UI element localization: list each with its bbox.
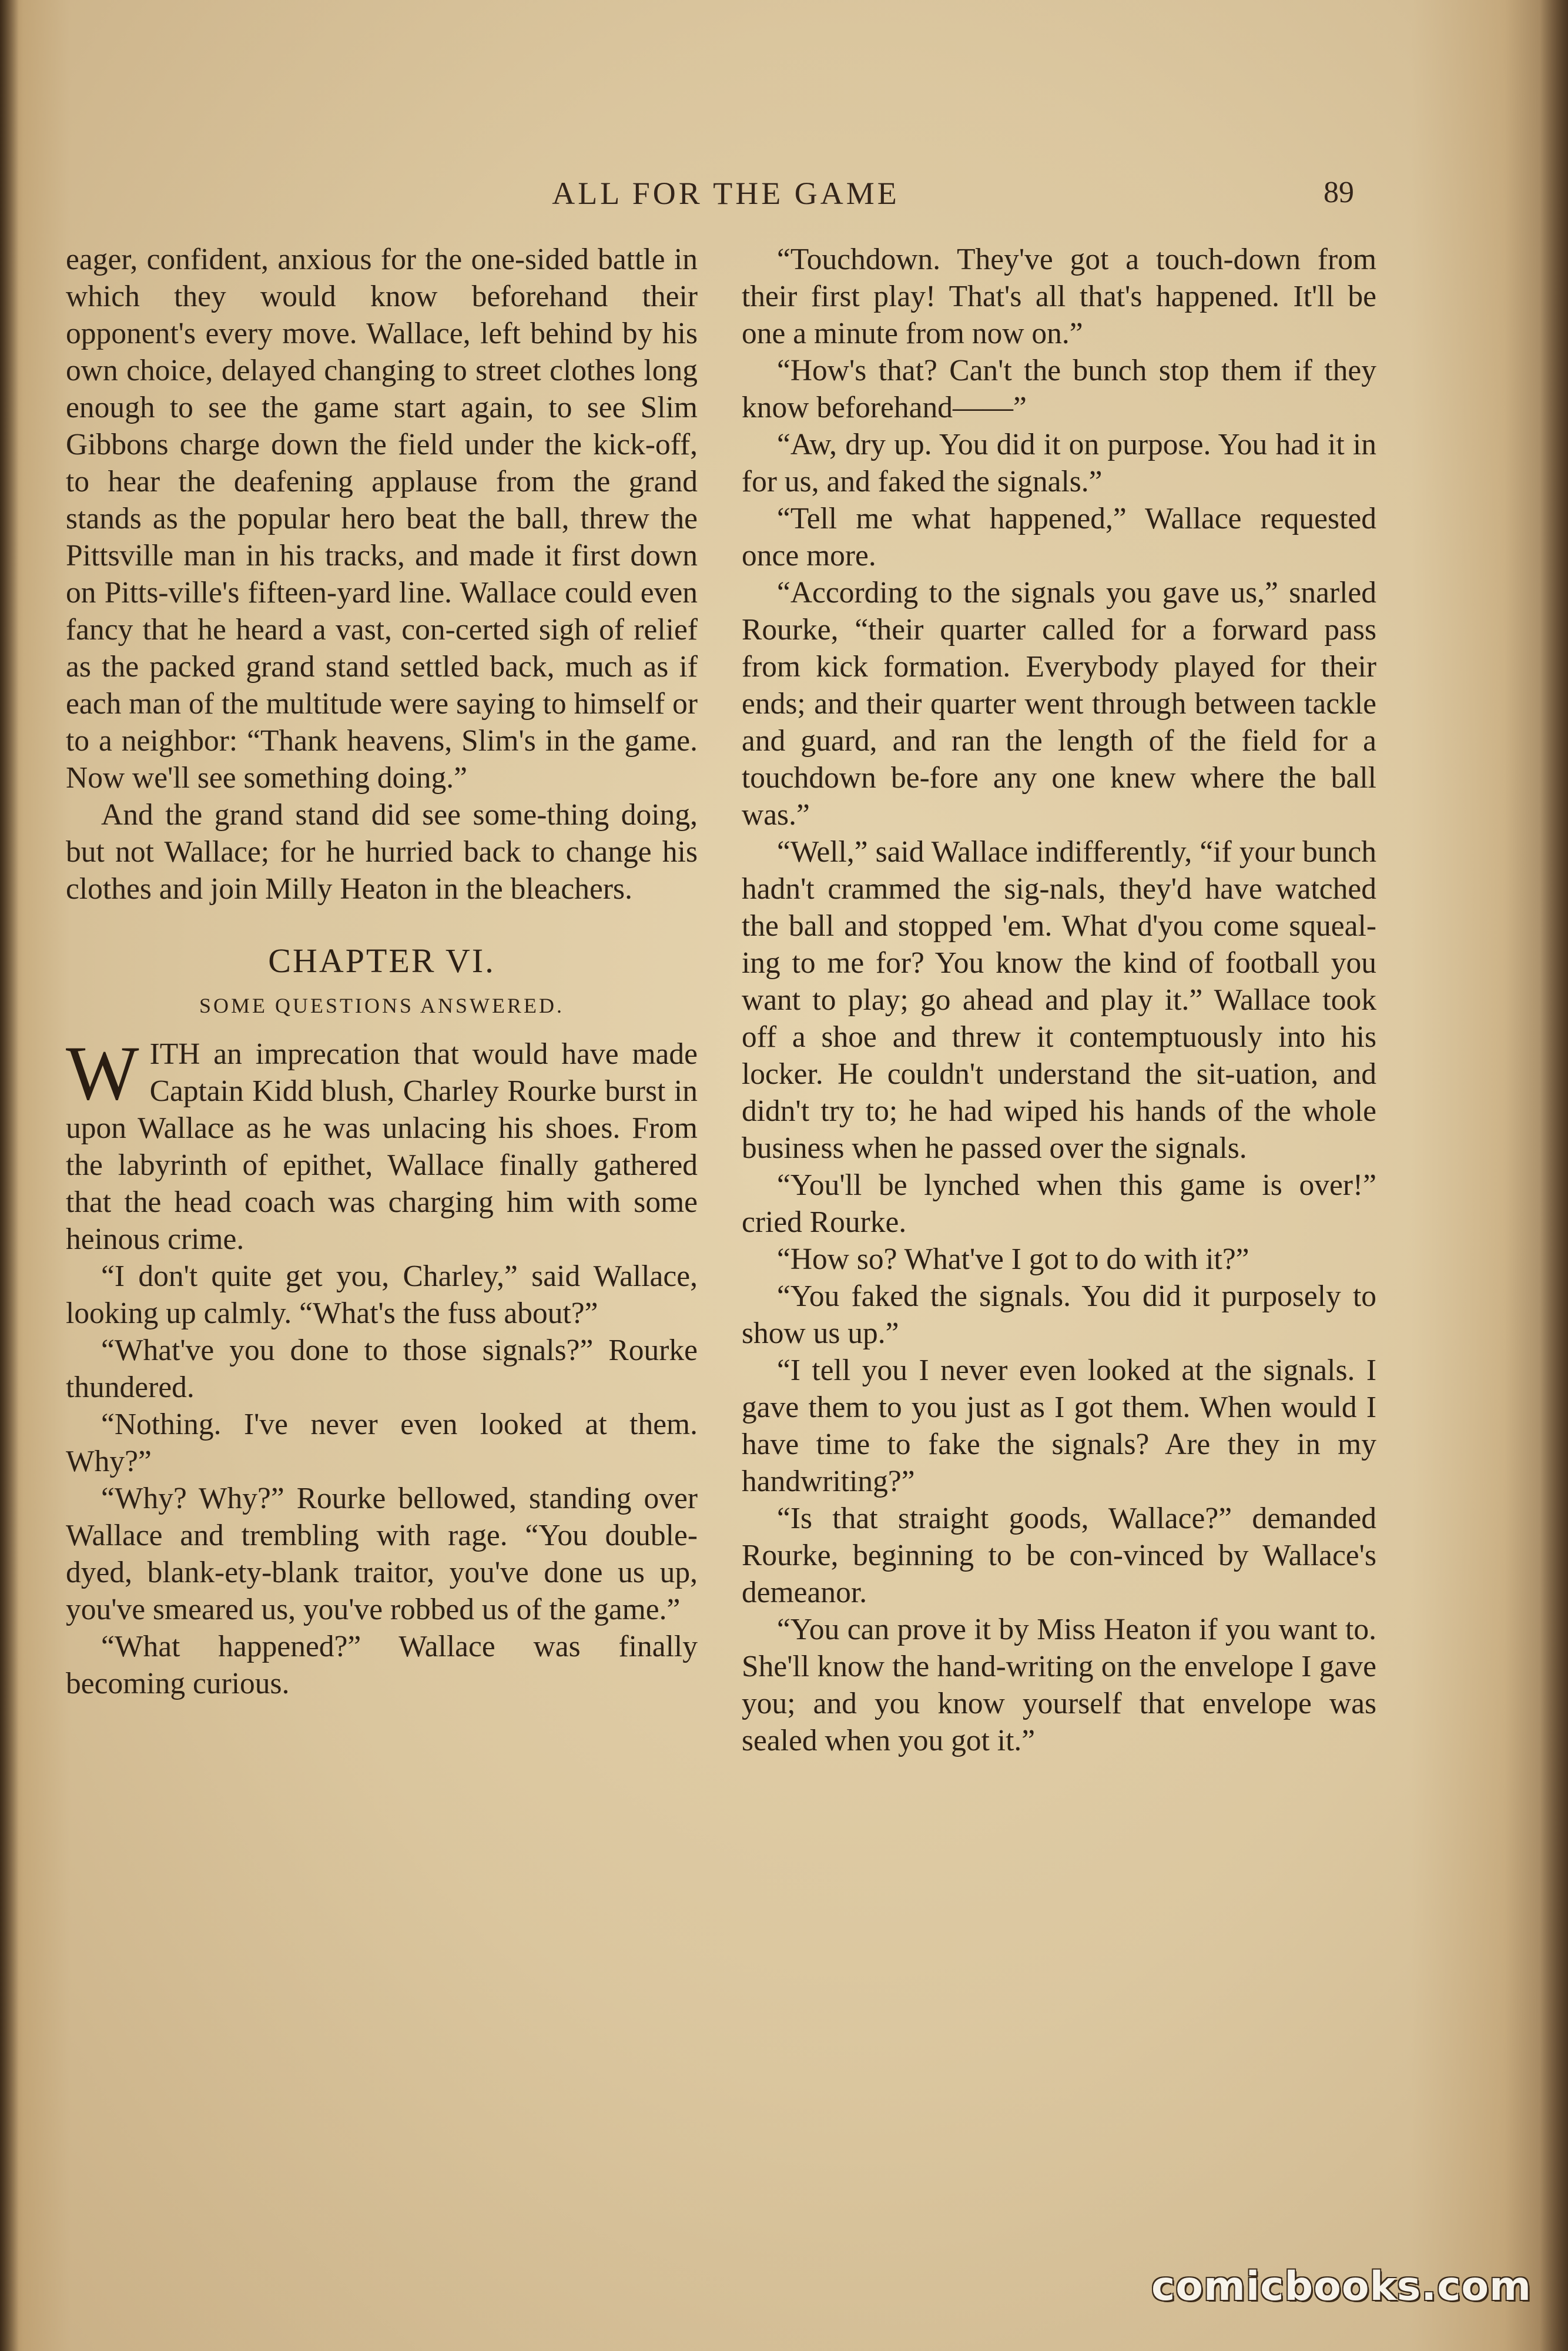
- drop-cap: W: [66, 1030, 139, 1116]
- running-head: ALL FOR THE GAME: [552, 176, 900, 211]
- paragraph: “Is that straight goods, Wallace?” demanded Rourke, beginning to be con-vinced by Wallace's demeanor.: [742, 1502, 1376, 1609]
- paragraph: “How so? What've I got to do with it?”: [777, 1243, 1249, 1276]
- chapter-opening-paragraph: [66, 1030, 698, 1258]
- paragraph: “Well,” said Wallace indifferently, “if your bunch hadn't crammed the sig-nals, they'd have watched the ball and stopped 'em. What d'you come squeal-ing to me for? You know the kind of football you want to play; go ahead and play it.” Wallace took off a shoe and threw it contemptuously into his locker. He couldn't understand the sit-uation, and didn't try to; he had wiped his hands of the whole business when he passed over the signals.: [742, 835, 1376, 1165]
- paragraph: “What've you done to those signals?” Rourke thundered.: [66, 1334, 698, 1404]
- right-column: [742, 241, 1376, 1759]
- chapter-subtitle: SOME QUESTIONS ANSWERED.: [199, 994, 565, 1017]
- paragraph: “You faked the signals. You did it purposely to show us up.”: [742, 1280, 1376, 1350]
- paragraph: “Tell me what happened,” Wallace requested once more.: [742, 502, 1376, 572]
- paragraph: And the grand stand did see some-thing doing, but not Wallace; for he hurried back to change his clothes and join Milly Heaton in the bleachers.: [66, 798, 698, 906]
- left-column: [66, 241, 698, 1702]
- paragraph: “You'll be lynched when this game is over!” cried Rourke.: [742, 1168, 1376, 1239]
- paragraph: “I don't quite get you, Charley,” said Wallace, looking up calmly. “What's the fuss about?”: [66, 1260, 698, 1330]
- paragraph: “I tell you I never even looked at the signals. I gave them to you just as I got them. When would I have time to fake the signals? Are they in my handwriting?”: [742, 1354, 1376, 1498]
- paragraph: “How's that? Can't the bunch stop them if they know beforehand——”: [742, 354, 1376, 424]
- page-number: 89: [1324, 176, 1354, 209]
- chapter-opening-text: ITH an imprecation that would have made Captain Kidd blush, Charley Rourke burst in upon Wallace as he was unlacing his shoes. From the labyrinth of epithet, Wallace finally gathered that the head coach was charging him with some heinous crime.: [66, 1037, 698, 1256]
- paragraph: “According to the signals you gave us,” snarled Rourke, “their quarter called for a forward pass from kick formation. Everybody played for their ends; and their quarter went through between tackle and guard, and ran the length of the field for a touchdown be-fore any one knew where the ball was.”: [742, 576, 1376, 832]
- paragraph: “You can prove it by Miss Heaton if you want to. She'll know the hand-writing on the envelope I gave you; and you know yourself that envelope was sealed when you got it.”: [742, 1613, 1376, 1757]
- watermark: comicbooks.com: [1151, 2263, 1532, 2310]
- spine-shadow: [0, 0, 19, 2351]
- paragraph: “Why? Why?” Rourke bellowed, standing over Wallace and trembling with rage. “You double-dyed, blank-ety-blank traitor, you've done us up, you've smeared us, you've robbed us of the game.”: [66, 1482, 698, 1626]
- chapter-title: CHAPTER VI.: [268, 942, 495, 980]
- page-edge-shadow: [1540, 0, 1568, 2351]
- paragraph: “What happened?” Wallace was finally becoming curious.: [66, 1630, 698, 1700]
- paragraph: eager, confident, anxious for the one-sided battle in which they would know beforehand their opponent's every move. Wallace, left behind by his own choice, delayed changing to street clothes long enough to see the game start again, to see Slim Gibbons charge down the field under the kick-off, to hear the deafening applause from the grand stands as the popular hero beat the ball, threw the Pittsville man in his tracks, and made it first down on Pitts-ville's fifteen-yard line. Wallace could even fancy that he heard a vast, con-certed sigh of relief as the packed grand stand settled back, much as if each man of the multitude were saying to himself or to a neighbor: “Thank heavens, Slim's in the game. Now we'll see something doing.”: [66, 243, 698, 795]
- paragraph: “Nothing. I've never even looked at them. Why?”: [66, 1408, 698, 1478]
- paragraph: “Touchdown. They've got a touch-down from their first play! That's all that's happened. It'll be one a minute from now on.”: [742, 243, 1376, 350]
- paragraph: “Aw, dry up. You did it on purpose. You had it in for us, and faked the signals.”: [742, 428, 1376, 498]
